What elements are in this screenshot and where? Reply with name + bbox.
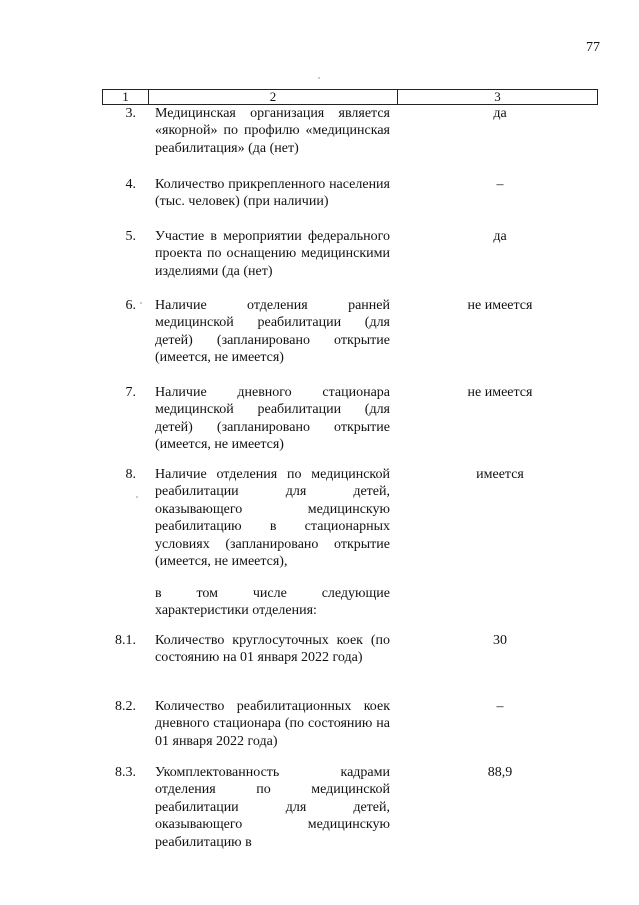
row-number: 8.	[125, 467, 136, 482]
row-indicator-text: Количество прикрепленного населения (тыс. человек) (при наличии)	[155, 177, 390, 210]
row-number: 6.	[125, 298, 136, 313]
row-value: не имеется	[467, 385, 533, 400]
row-number: 8.1.	[115, 633, 136, 648]
table-header-row	[102, 89, 598, 105]
scan-speck	[140, 302, 142, 304]
scan-speck	[136, 496, 138, 498]
row-number: 8.3.	[115, 765, 136, 780]
row-number: 5.	[125, 229, 136, 244]
row-value: –	[496, 177, 504, 192]
table-header-col-2: 2	[149, 90, 398, 104]
row-indicator-text: Количество круглосуточных коек (по состоянию на 01 января 2022 года)	[155, 633, 390, 666]
row-number: 3.	[125, 106, 136, 121]
row-value: –	[496, 699, 504, 714]
row-value: 88,9	[487, 765, 513, 780]
row-number: 8.2.	[115, 699, 136, 714]
row-value: не имеется	[467, 298, 533, 313]
row-value: имеется	[476, 467, 524, 482]
row-indicator-text: Укомплектованность кадрами отделения по медицинской реабилитации для детей, оказывающего медицинскую реабилитацию в	[155, 765, 390, 850]
page-number: 77	[586, 40, 600, 55]
table-header-col-1: 1	[103, 90, 149, 104]
table-header-col-3: 3	[494, 89, 501, 104]
row-value: да	[493, 229, 507, 244]
row-value: 30	[493, 633, 507, 648]
row-indicator-text: в том числе следующие характеристики отделения:	[155, 586, 390, 619]
row-indicator-text: Наличие отделения ранней медицинской реабилитации (для детей) (запланировано открытие (имеется, не имеется)	[155, 298, 390, 366]
row-value: да	[493, 106, 507, 121]
row-indicator-text: Наличие отделения по медицинской реабилитации для детей, оказывающего медицинскую реабилитацию в стационарных условиях (запланировано открытие (имеется, не имеется),	[155, 467, 390, 570]
row-number: 7.	[125, 385, 136, 400]
row-indicator-text: Наличие дневного стационара медицинской реабилитации (для детей) (запланировано открытие (имеется, не имеется)	[155, 385, 390, 453]
row-indicator-text: Медицинская организация является «якорной» по профилю «медицинская реабилитация» (да (нет)	[155, 106, 390, 156]
row-indicator-text: Участие в мероприятии федерального проекта по оснащению медицинскими изделиями (да (нет)	[155, 229, 390, 279]
row-number: 4.	[125, 177, 136, 192]
scan-speck	[318, 77, 320, 79]
row-indicator-text: Количество реабилитационных коек дневного стационара (по состоянию на 01 января 2022 года)	[155, 699, 390, 749]
